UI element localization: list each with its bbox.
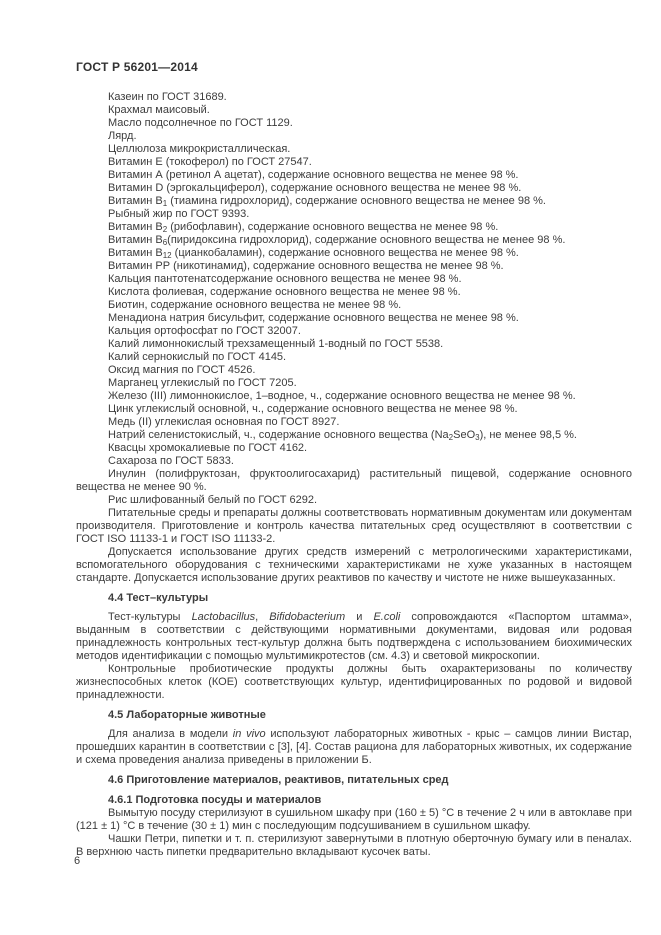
text-run: Кислота фолиевая, содержание основного вещества не менее 98 %. (108, 286, 461, 298)
text-run: Контрольные пробиотические продукты должны быть охарактеризованы по количеству жизнеспособных клеток (КОЕ) соответствующих культур, идентифицированных по родовой и видовой принадлежности. (76, 663, 632, 701)
text-run: 4.6.1 Подготовка посуды и материалов (108, 794, 322, 806)
text-run: Натрий селенистокислый, ч., содержание основного вещества (Na (108, 429, 449, 441)
text-run: (пиридоксина гидрохлорид), содержание основного вещества не менее 98 %. (167, 234, 566, 246)
text-run: 6 (162, 238, 168, 247)
document-body (76, 91, 632, 859)
paragraph (76, 156, 632, 169)
paragraph (76, 429, 632, 442)
text-run: Целлюлоза микрокристаллическая. (108, 143, 291, 155)
paragraph (76, 833, 632, 859)
paragraph (76, 546, 632, 585)
text-run: 2 (162, 225, 168, 234)
text-run: Витамин Е (токоферол) по ГОСТ 27547. (108, 156, 312, 168)
text-run: 12 (162, 251, 172, 260)
section-heading (76, 774, 632, 787)
text-run: Чашки Петри, пипетки и т. п. стерилизуют завернутыми в плотную оберточную бумагу или в пеналах. В верхнюю часть пипетки предварительно вкладывают кусочек ваты. (76, 833, 632, 858)
text-run: Допускается использование других средств измерений с метрологическими характеристиками, вспомогательного оборудования с техническими характеристиками не хуже указанных в настоящем стандарте. Допускается использование других реактивов по качеству и чистоте не ниже вышеуказанных. (76, 546, 632, 584)
paragraph (76, 338, 632, 351)
section-heading (76, 709, 632, 722)
text-run: Lactobacillus (191, 611, 256, 623)
paragraph (76, 260, 632, 273)
text-run: Витамин РР (никотинамид), содержание основного вещества не менее 98 %. (108, 260, 504, 272)
text-run: Витамин В (108, 234, 163, 246)
text-run: 4.5 Лабораторные животные (108, 709, 266, 721)
paragraph (76, 403, 632, 416)
paragraph (76, 182, 632, 195)
text-run: Калий сернокислый по ГОСТ 4145. (108, 351, 287, 363)
paragraph (76, 390, 632, 403)
paragraph (76, 364, 632, 377)
paragraph (76, 416, 632, 429)
text-run: Рис шлифованный белый по ГОСТ 6292. (108, 494, 318, 506)
text-run: Менадиона натрия бисульфит, содержание основного вещества не менее 98 %. (108, 312, 519, 324)
paragraph (76, 442, 632, 455)
text-run: Оксид магния по ГОСТ 4526. (108, 364, 256, 376)
text-run: Питательные среды и препараты должны соответствовать нормативным документам или документам производителя. Приготовление и контроль качества питательных сред осуществляют в соответствии с ГОСТ ISO 11133-1 и ГОСТ ISO 11133-2. (76, 507, 632, 545)
text-run: 4.4 Тест–культуры (108, 592, 209, 604)
paragraph (76, 611, 632, 663)
paragraph (76, 143, 632, 156)
text-run: Лярд. (108, 130, 137, 142)
paragraph (76, 455, 632, 468)
text-run: ), не менее 98,5 %. (479, 429, 577, 441)
paragraph (76, 208, 632, 221)
paragraph (76, 507, 632, 546)
text-run: Витамин D (эргокальциферол), содержание основного вещества не менее 98 %. (108, 182, 522, 194)
text-run: Марганец углекислый по ГОСТ 7205. (108, 377, 297, 389)
text-run: сопровождаются «Паспортом штамма», выданным в соответствии с действующими нормативными документами, видовая или родовая принадлежность контрольных тест-культур должна быть подтверждена с использованием биохимических методов идентификации с помощью мультимикротестов (см. 4.3) и световой микроскопии. (76, 611, 632, 662)
text-run: 1 (162, 199, 168, 208)
text-run: 4.6 Приготовление материалов, реактивов, питательных сред (108, 774, 449, 786)
text-run: Масло подсолнечное по ГОСТ 1129. (108, 117, 293, 129)
text-run: Вымытую посуду стерилизуют в сушильном шкафу при (160 ± 5) °С в течение 2 ч или в автоклаве при (121 ± 1) °С в течение (30 ± 1) мин с последующим подсушиванием в сушильном шкафу. (76, 807, 632, 832)
paragraph (76, 234, 632, 247)
paragraph (76, 91, 632, 104)
text-run: Bifidobacterium (269, 611, 346, 623)
text-run: Казеин по ГОСТ 31689. (108, 91, 227, 103)
paragraph (76, 312, 632, 325)
paragraph (76, 169, 632, 182)
paragraph (76, 299, 632, 312)
text-run: 3 (475, 433, 480, 442)
text-run: Квасцы хромокалиевые по ГОСТ 4162. (108, 442, 308, 454)
paragraph (76, 325, 632, 338)
text-run: Витамин В (108, 247, 163, 259)
text-run: , (255, 611, 270, 623)
text-run: SeO (453, 429, 476, 441)
paragraph (76, 130, 632, 143)
paragraph (76, 286, 632, 299)
paragraph (76, 104, 632, 117)
paragraph (76, 247, 632, 260)
text-run: Железо (III) лимоннокислое, 1–водное, ч., содержание основного вещества не менее 98 %. (108, 390, 576, 402)
paragraph (76, 351, 632, 364)
text-run: Для анализа в модели (108, 728, 233, 740)
section-heading (76, 592, 632, 605)
text-run: Инулин (полифруктозан, фруктоолигосахарид) растительный пищевой, содержание основного вещества не менее 90 %. (76, 468, 632, 493)
text-run: (цианкобаламин), содержание основного вещества не менее 98 %. (171, 247, 519, 259)
text-run: E.coli (373, 611, 401, 623)
paragraph (76, 195, 632, 208)
text-run: Цинк углекислый основной, ч., содержание основного вещества не менее 98 %. (108, 403, 518, 415)
paragraph (76, 663, 632, 702)
running-header: ГОСТ Р 56201—2014 (76, 60, 198, 74)
text-run: Медь (II) углекислая основная по ГОСТ 8927. (108, 416, 340, 428)
text-run: Крахмал маисовый. (108, 104, 210, 116)
paragraph (76, 273, 632, 286)
paragraph (76, 494, 632, 507)
section-heading (76, 794, 632, 807)
text-run: Витамин В (108, 221, 163, 233)
paragraph (76, 221, 632, 234)
paragraph (76, 117, 632, 130)
text-run: Биотин, содержание основного вещества не менее 98 %. (108, 299, 402, 311)
text-run: Кальция пантотенатсодержание основного вещества не менее 98 %. (108, 273, 462, 285)
text-run: Витамин А (ретинол А ацетат), содержание основного вещества не менее 98 %. (108, 169, 519, 181)
text-run: Кальция ортофосфат по ГОСТ 32007. (108, 325, 301, 337)
text-run: Рыбный жир по ГОСТ 9393. (108, 208, 250, 220)
page-number: 6 (74, 855, 81, 867)
text-run: Сахароза по ГОСТ 5833. (108, 455, 234, 467)
paragraph (76, 728, 632, 767)
text-run: 2 (448, 433, 454, 442)
text-run: (тиамина гидрохлорид), содержание основного вещества не менее 98 %. (167, 195, 546, 207)
text-run: Тест-культуры (108, 611, 192, 623)
text-run: (рибофлавин), содержание основного вещества не менее 98 %. (167, 221, 499, 233)
text-run: и (345, 611, 374, 623)
text-run: Витамин В (108, 195, 163, 207)
text-run: in vivo (232, 728, 266, 740)
text-run: используют лабораторных животных - крыс – самцов линии Вистар, прошедших карантин в соответствии с [3], [4]. Состав рациона для лабораторных животных, их содержание и схема проведения анализа приведены в приложении Б. (76, 728, 632, 766)
paragraph (76, 807, 632, 833)
paragraph (76, 468, 632, 494)
paragraph (76, 377, 632, 390)
text-run: Калий лимоннокислый трехзамещенный 1-водный по ГОСТ 5538. (108, 338, 444, 350)
